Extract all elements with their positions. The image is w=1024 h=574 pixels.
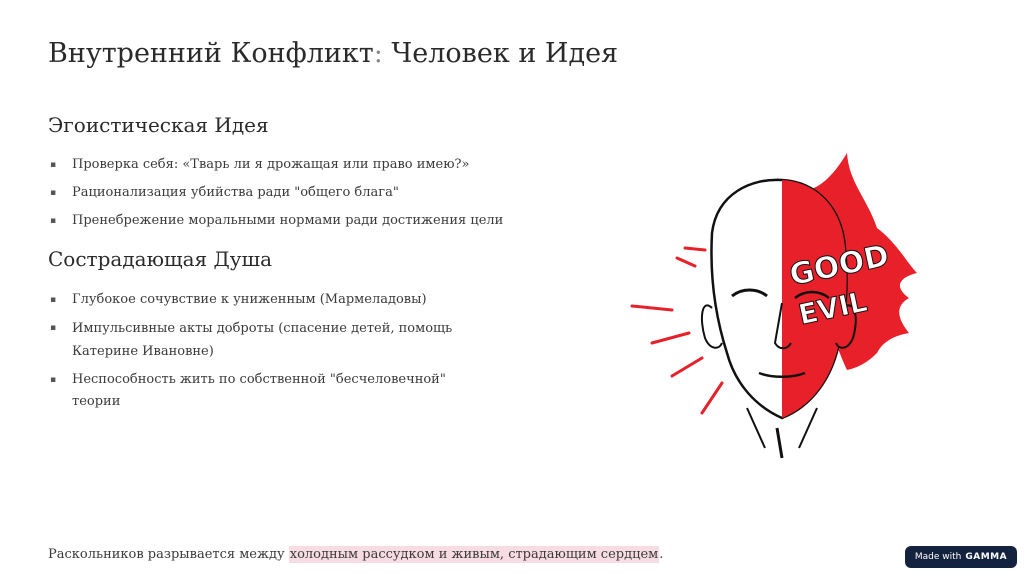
section-heading: Сострадающая Душа (48, 247, 273, 271)
footer-text (48, 547, 663, 562)
title-colon: : (373, 38, 383, 69)
list-item-text: Неспособность жить по собственной "бесчеловечной" теории (72, 372, 446, 409)
section-heading: Эгоистическая Идея (48, 113, 269, 137)
gamma-logo: GAMMA (965, 552, 1008, 562)
bullet-icon: ▪ (50, 375, 57, 385)
list-item-text: Проверка себя: «Тварь ли я дрожащая или право имею?» (72, 157, 470, 172)
list-item-text: Импульсивные акты доброты (спасение детей, помощь Катерине Ивановне) (72, 321, 453, 359)
list-item (48, 289, 488, 311)
bullet-list (48, 154, 568, 232)
bullet-icon: ▪ (50, 323, 57, 333)
section-egoistic-idea (48, 113, 568, 238)
list-item (48, 369, 488, 413)
split-face-illustration (577, 138, 927, 468)
footer-suffix: . (659, 547, 664, 562)
bullet-icon: ▪ (50, 188, 57, 198)
list-item-text: Пренебрежение моральными нормами ради достижения цели (72, 213, 504, 228)
made-with-gamma-badge[interactable] (905, 546, 1017, 568)
list-item (48, 154, 568, 176)
list-item-text: Рационализация убийства ради "общего блага" (72, 185, 399, 200)
slide-title (48, 38, 618, 69)
list-item (48, 317, 488, 363)
list-item (48, 210, 568, 232)
list-item (48, 182, 568, 204)
poster-text-bottom: EVIL (795, 284, 870, 332)
bullet-icon: ▪ (50, 160, 57, 170)
bullet-list (48, 289, 488, 413)
list-item-text: Глубокое сочувствие к униженным (Мармеладовы) (72, 292, 427, 307)
section-compassionate-soul (48, 247, 568, 419)
title-main: Внутренний Конфликт (48, 38, 374, 69)
title-rest: Человек и Идея (382, 38, 619, 69)
poster-text-top: GOOD (786, 238, 893, 294)
footer-highlight: холодным рассудком и живым, страдающим сердцем (289, 547, 659, 562)
bullet-icon: ▪ (50, 216, 57, 226)
footer-prefix: Раскольников разрывается между (48, 547, 289, 562)
bullet-icon: ▪ (50, 295, 57, 305)
badge-prefix: Made with (914, 552, 962, 562)
